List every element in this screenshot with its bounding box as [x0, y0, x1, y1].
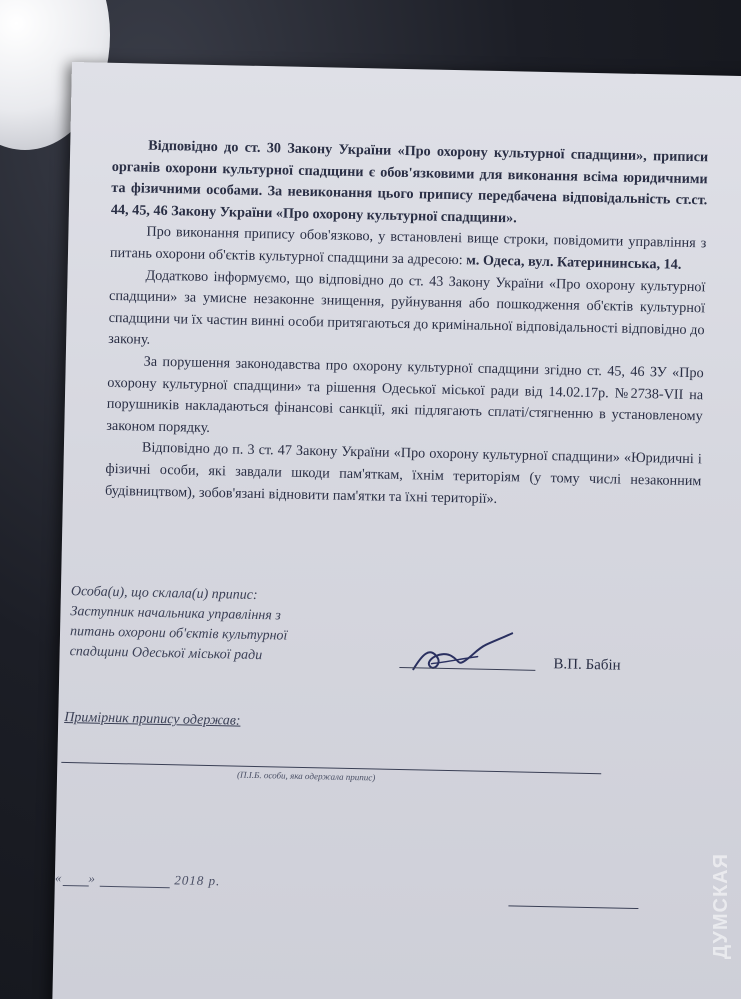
receipt-caption: (П.І.Б. особи, яка одержала припис)	[237, 769, 376, 783]
date-open-quote: «	[54, 869, 63, 885]
signatory-position-line3: спадщини Одеської міської ради	[69, 644, 263, 664]
date-close-quote: »	[88, 870, 97, 886]
receipt-label: Примірник припису одержав:	[64, 709, 241, 729]
document-page	[51, 62, 741, 999]
date-year: 2018 р.	[174, 872, 221, 889]
office-address: м. Одеса, вул. Катерининська, 14.	[465, 252, 682, 273]
signatory-position-line2: питань охорони об'єктів культурної	[69, 624, 288, 644]
watermark-logo: ДУМСКАЯ	[710, 852, 732, 959]
signatory-block	[69, 582, 371, 668]
date-month-blank	[100, 886, 170, 888]
paragraph-restoration-duty: Відповідно до п. 3 ст. 47 Закону України «Про охорону культурної спадщини» «Юридичні і фізичні особи, які завдали шкоди пам'яткам, їхнім територіям (у тому числі незаконним будівництвом), зобов'язані відновити пам'ятки та їхні території».	[104, 439, 702, 507]
paragraph-legal-basis: Відповідно до ст. 30 Закону України «Про охорону культурної спадщини», приписи органів охорони культурної спадщини є обов'язковими для виконання всіма юридичними та фізичними особами. За невиконання цього припису передбачена відповідальність ст.ст. 44, 45, 46 Закону України «Про охорону культурної спадщини».	[110, 137, 709, 227]
handwritten-signature	[407, 625, 518, 681]
right-signature-blank	[508, 905, 638, 909]
paragraph-criminal-liability: Додатково інформуємо, що відповідно до ст. 43 Закону України «Про охорону культурної спадщини» за умисне незаконне знищення, руйнування або пошкодження об'єктів культурної спадщини чи їх частин винні особи притягаються до кримінальної відповідальності відповідно до закону.	[108, 267, 706, 349]
signatory-name: В.П. Бабін	[553, 656, 621, 674]
date-day-blank	[62, 885, 88, 887]
document-body	[105, 135, 709, 514]
receipt-date	[55, 870, 221, 889]
report-instruction-text: Про виконання припису обов'язково, у встановлені вище строки, повідомити управління з питань охорони об'єктів культурної спадщини за адресою:	[109, 223, 707, 269]
signatory-position-line1: Заступник начальника управління з	[70, 604, 281, 624]
signature-section	[69, 582, 711, 715]
signatory-label: Особа(и), що склала(и) припис:	[70, 584, 258, 604]
paragraph-financial-sanctions: За порушення законодавства про охорону культурної спадщини згідно ст. 45, 46 ЗУ «Про охорону культурної спадщини» та рішення Одеської міської ради від 14.02.17р. №2738-VII на порушників накладаються фінансові санкції, які підлягають сплаті/стягненню в установленому законом порядку.	[106, 353, 704, 436]
